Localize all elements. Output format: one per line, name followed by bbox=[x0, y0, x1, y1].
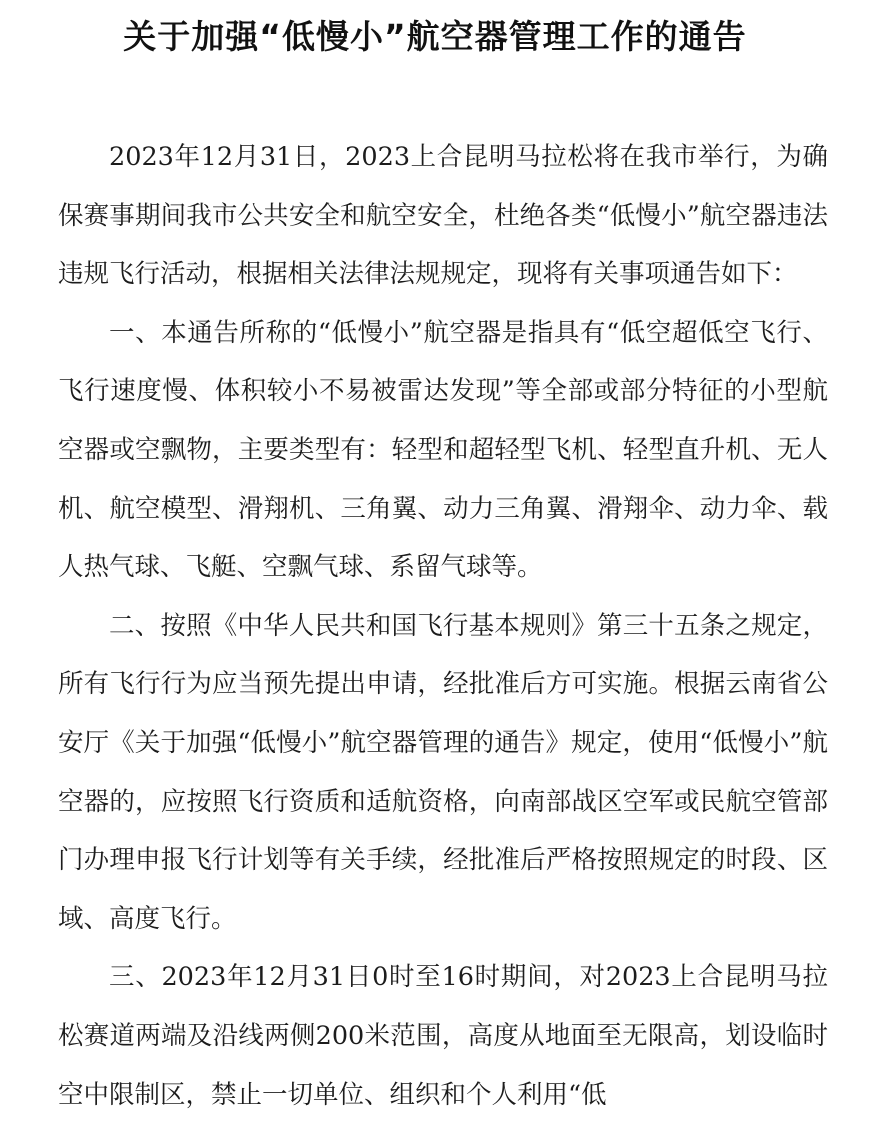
document-title: 关于加强“低慢小”航空器管理工作的通告 bbox=[123, 17, 747, 56]
intro-paragraph: 2023年12月31日，2023上合昆明马拉松将在我市举行，为确保赛事期间我市公共安全和航空安全，杜绝各类“低慢小”航空器违法违规飞行活动，根据相关法律法规规定，现将有关事项通告如下： bbox=[58, 142, 828, 290]
item-3-paragraph: 三、2023年12月31日0时至16时期间，对2023上合昆明马拉松赛道两端及沿线两侧200米范围，高度从地面至无限高，划设临时空中限制区，禁止一切单位、组织和个人利用“低 bbox=[58, 962, 828, 1110]
document-body bbox=[58, 128, 828, 1124]
item-1-paragraph: 一、本通告所称的“低慢小”航空器是指具有“低空超低空飞行、飞行速度慢、体积较小不易被雷达发现”等全部或部分特征的小型航空器或空飘物，主要类型有：轻型和超轻型飞机、轻型直升机、无人机、航空模型、滑翔机、三角翼、动力三角翼、滑翔伞、动力伞、载人热气球、飞艇、空飘气球、系留气球等。 bbox=[58, 317, 828, 583]
item-2-paragraph: 二、按照《中华人民共和国飞行基本规则》第三十五条之规定，所有飞行行为应当预先提出申请，经批准后方可实施。根据云南省公安厅《关于加强“低慢小”航空器管理的通告》规定，使用“低慢小”航空器的，应按照飞行资质和适航资格，向南部战区空军或民航空管部门办理申报飞行计划等有关手续，经批准后严格按照规定的时段、区域、高度飞行。 bbox=[58, 610, 828, 934]
